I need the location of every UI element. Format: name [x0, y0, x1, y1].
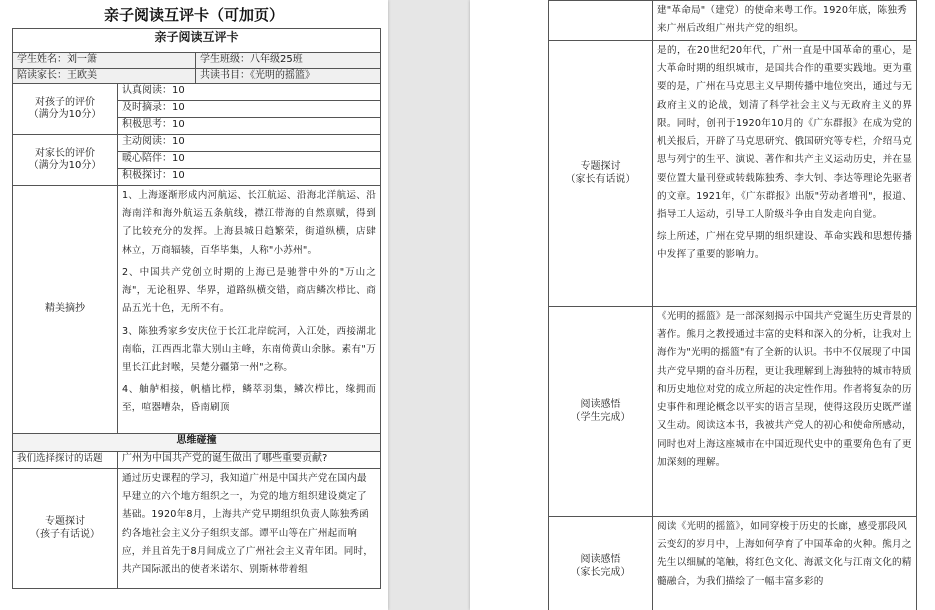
- excerpt-label: 精美摘抄: [13, 186, 118, 434]
- document-title: 亲子阅读互评卡（可加页）: [103, 6, 284, 24]
- topic-label: 我们选择探讨的话题: [13, 452, 118, 469]
- topic-value: 广州为中国共产党的诞生做出了哪些重要贡献?: [118, 452, 381, 469]
- parent-talk-content: [653, 41, 917, 307]
- document-page-left: [0, 0, 388, 610]
- child-talk-text: 通过历史课程的学习，我知道广州是中国共产党在国内最早建立的六个地方组织之一，为党的地方组织建设奠定了基础。1920年8月，上海共产党早期组织负责人陈独秀函约各地社会主义分子组织支部。谭平山等在广州起而响应，并且首先于8月间成立了广州社会主义青年团。同时，共产国际派出的使者米诺尔、别斯林带着组: [118, 469, 381, 589]
- excerpt-paragraph: 3、陈独秀家乡安庆位于长江北岸皖河，入江处，西接湖北南临，江西西北靠大别山主峰，东南倚黄山余脉。素有"万里长江此封喉，吴楚分疆第一州"之称。: [122, 325, 377, 373]
- excerpt-content: [118, 186, 381, 434]
- book-title: 共读书目：《光明的摇篮》: [196, 68, 381, 84]
- continuation-card-table: [548, 0, 917, 610]
- parent-eval-item: 积极探讨：10: [118, 169, 381, 186]
- thinking-section-title: 思维碰撞: [13, 434, 381, 452]
- child-talk-label-line2: （孩子有话说）: [30, 528, 100, 540]
- excerpt-paragraph: 2、中国共产党创立时期的上海已是驰誉中外的"万山之海"，无论租界、华界，道路纵横交错，商店鳞次栉比、商品五光十色，无所不有。: [122, 266, 377, 315]
- excerpt-paragraph: 1、上海逐渐形成内河航运、长江航运、沿海北洋航运、沿海南洋和海外航运五条航线，襟江带海的自然禀赋，得到了比较充分的发挥。上海县城日趋繁荣，街道纵横，店肆林立，万商辐辏，百华毕集，人称"小苏州"。: [122, 190, 377, 256]
- card-title: 亲子阅读互评卡: [13, 29, 381, 53]
- parent-eval-label: [13, 135, 118, 186]
- parent-eval-label-line1: 对家长的评价: [35, 147, 95, 159]
- parent-reflection-label: [549, 517, 653, 610]
- student-class: 学生班级：八年级25班: [196, 53, 381, 69]
- child-eval-item: 及时摘录：10: [118, 101, 381, 118]
- empty-label-cell: [549, 1, 653, 41]
- student-reflection-text: 《光明的摇篮》是一部深刻揭示中国共产党诞生历史背景的著作。熊月之教授通过丰富的史料和深入的分析，让我对上海作为"光明的摇篮"有了全新的认识。书中不仅展现了中国共产党早期的奋斗历程，更让我理解到上海独特的城市特质和历史地位对党的成立所起的决定性作用。作者将复杂的历史事件和理论概念以平实的语言呈现，使得这段历史既严谨又生动。阅读这本书，我被共产党人的初心和使命所感动，同时也对上海这座城市在中国近现代史中的重要角色有了更加深刻的理解。: [653, 307, 917, 517]
- parent-eval-item: 暖心陪伴：10: [118, 152, 381, 169]
- document-page-right: [470, 0, 935, 610]
- child-eval-item: 认真阅读：10: [118, 84, 381, 101]
- child-eval-label-line2: （满分为10分）: [28, 109, 102, 120]
- parent-eval-item: 主动阅读：10: [118, 135, 381, 152]
- child-eval-label: [13, 84, 118, 135]
- parent-talk-paragraph: 是的，在20世纪20年代，广州一直是中国革命的重心，是大革命时期的组织城市，是国共合作的重要实践地。更为重要的是，广州在马克思主义早期传播中地位突出，通过与无政府主义的论战，划清了科学社会主义与无政府主义的界限。同时，创刊于1920年10月的《广东群报》在成为党的机关报后，开辟了马克思研究、俄国研究等专栏，介绍马克思与列宁的生平、演说、著作和共产主义运动历史，并在显要位置大量刊登或转载陈独秀、李大钊、李达等理论先驱者的文章。1921年，《广东群报》出版"劳动者增刊"，报道、指导工人运动，引导工人阶级斗争由自发走向自觉。: [657, 45, 912, 220]
- parent-talk-label-line2: （家长有话说）: [565, 173, 636, 185]
- child-talk-label: [13, 469, 118, 589]
- student-reflection-label: [549, 307, 653, 517]
- child-eval-item: 积极思考：10: [118, 118, 381, 135]
- student-reflection-label-line1: 阅读感悟: [580, 399, 621, 410]
- parent-talk-paragraph: 综上所述，广州在党早期的组织建设、革命实践和思想传播中发挥了重要的影响力。: [657, 231, 912, 261]
- student-name: 学生姓名：刘一箫: [13, 53, 196, 69]
- parent-reflection-label-line2: （家长完成）: [570, 566, 631, 578]
- parent-reflection-text: 阅读《光明的摇篮》，如同穿梭于历史的长廊，感受那段风云变幻的岁月中，上海如何孕育了中国革命的火种。熊月之先生以细腻的笔触，将红色文化、海派文化与江南文化的精髓融合，为我们描绘了一幅丰富多彩的: [653, 517, 917, 610]
- evaluation-card-table: [12, 28, 381, 589]
- child-talk-label-line1: 专题探讨: [45, 516, 85, 527]
- parent-name: 陪读家长：王欧美: [13, 68, 196, 84]
- continued-text: 建"革命局"（建党）的使命来粤工作。1920年底，陈独秀来广州后改组广州共产党的组织。: [653, 1, 917, 41]
- child-eval-label-line1: 对孩子的评价: [35, 96, 95, 108]
- parent-reflection-label-line1: 阅读感悟: [580, 554, 621, 565]
- excerpt-paragraph: 4、舳舻相接，帆樯比栉，鳞萃羽集，鳞次栉比，缘拥而至，喧器嘈杂，昏南刷顶: [122, 384, 377, 414]
- parent-eval-label-line2: （满分为10分）: [28, 160, 102, 171]
- parent-talk-label: [549, 41, 653, 307]
- parent-talk-label-line1: 专题探讨: [580, 161, 621, 172]
- student-reflection-label-line2: （学生完成）: [570, 411, 631, 423]
